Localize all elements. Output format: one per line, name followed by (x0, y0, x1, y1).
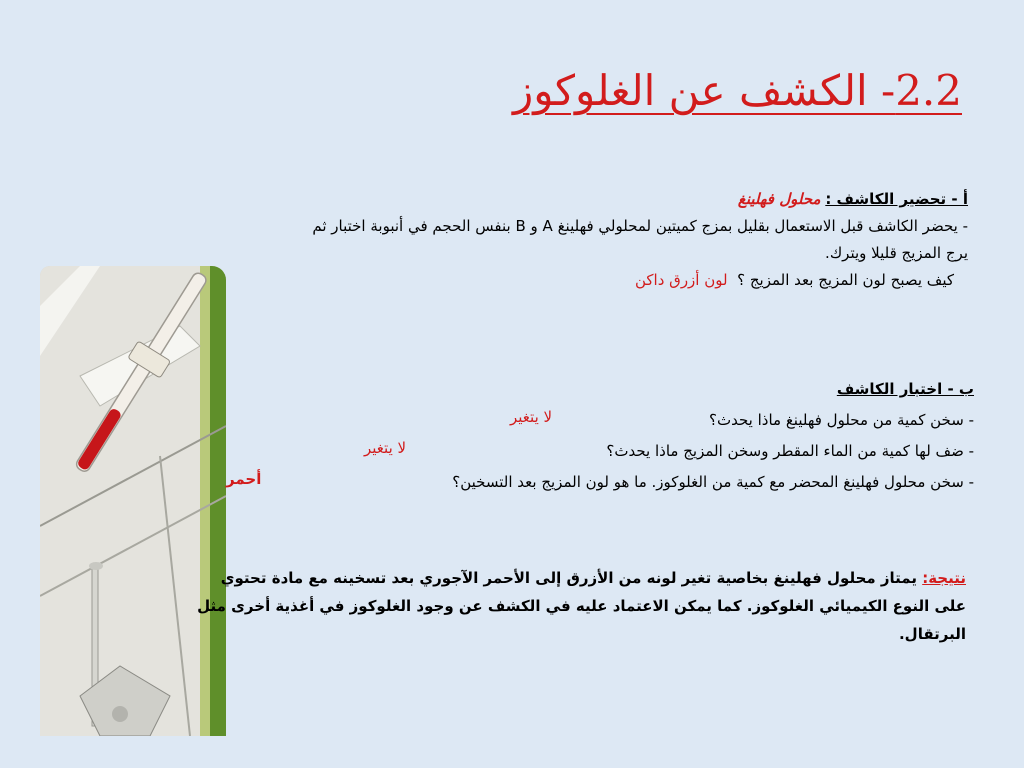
slide-title: 2.2- الكشف عن الغلوكوز (513, 66, 962, 115)
section-b-item-2: - ضف لها كمية من الماء المقطر وسخن المزيج ماذا يحدث؟ (606, 442, 974, 460)
section-a-question: كيف يصبح لون المزيج بعد المزيج ؟ (737, 271, 954, 289)
section-a-line1: - يحضر الكاشف قبل الاستعمال بقليل بمزج كميتين لمحلولي فهلينغ A و B بنفس الحجم في أنبوبة اختبار ثم (312, 217, 968, 235)
section-a-line2: يرج المزيج قليلا ويترك. (825, 244, 968, 262)
section-a-heading (38, 186, 968, 213)
section-b-item-1: - سخن كمية من محلول فهلينغ ماذا يحدث؟ (709, 411, 974, 429)
section-b-answer-1: لا يتغير (510, 408, 553, 426)
test-tube-illustration (40, 266, 226, 736)
result-paragraph (186, 564, 966, 648)
result-block (186, 564, 966, 648)
lab-photo (40, 266, 226, 736)
section-test (184, 374, 974, 498)
section-a-answer: لون أزرق داكن (635, 271, 728, 289)
section-a-reagent: محلول فهلينغ (737, 190, 821, 208)
section-b-heading: ب - اختبار الكاشف (836, 380, 974, 398)
result-label: نتيجة: (922, 569, 966, 587)
section-b-item-3: - سخن محلول فهلينغ المحضر مع كمية من الغلوكوز. ما هو لون المزيج بعد التسخين؟ (452, 473, 974, 491)
section-a-heading-prefix: أ - تحضير الكاشف : (825, 190, 968, 208)
section-b-answer-3: أحمر (226, 470, 262, 488)
section-b-answer-2: لا يتغير (364, 439, 407, 457)
result-text: يمتاز محلول فهلينغ بخاصية تغير لونه من الأزرق إلى الأحمر الآجوري بعد تسخينه مع مادة تحتوي على النوع الكيميائي الغلوكوز. كما يمكن الاعتماد عليه في الكشف عن وجود الغلوكوز في أغذية أخرى مثل البرتقال. (197, 569, 966, 643)
